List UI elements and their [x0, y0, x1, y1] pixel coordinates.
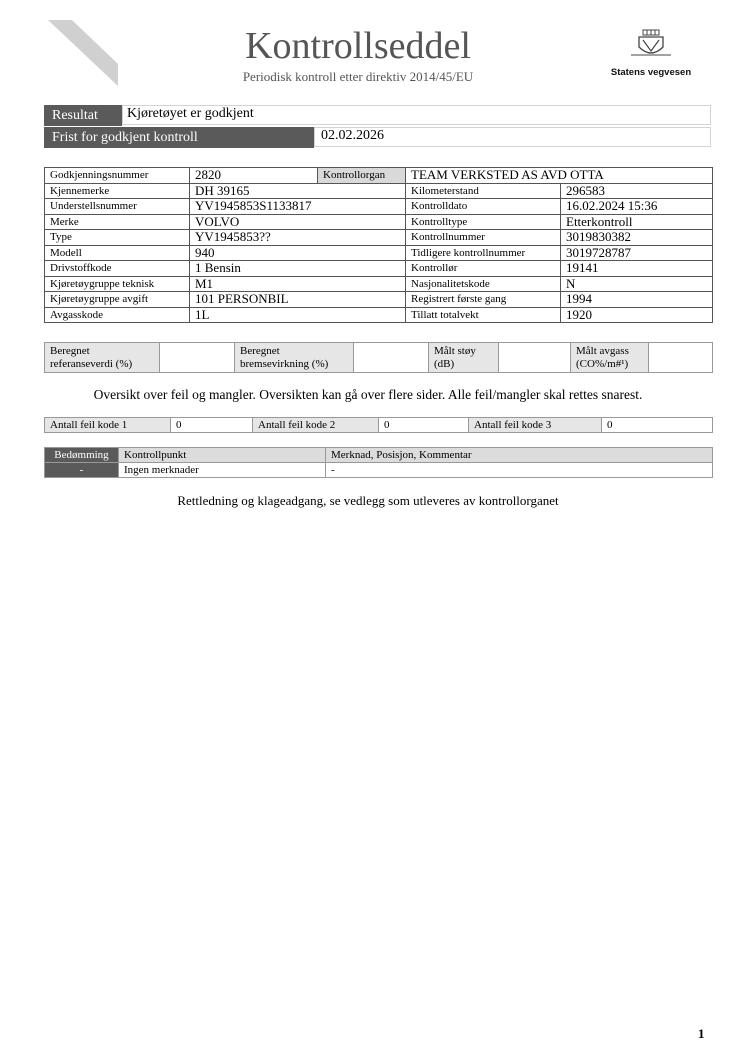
page-subtitle: Periodisk kontroll etter direktiv 2014/45/EU — [242, 69, 474, 84]
field-value: 3019830382 — [561, 230, 713, 246]
page-title: Kontrollseddel — [245, 25, 471, 67]
table-row — [45, 168, 713, 184]
field-label: Tidligere kontrollnummer — [406, 245, 561, 261]
field-label: Kontrolltype — [406, 214, 561, 230]
field-value: 1994 — [561, 292, 713, 308]
guidance-text: Rettledning og klageadgang, se vedlegg som utleveres av kontrollorganet — [177, 493, 559, 508]
column-header: Merknad, Posisjon, Kommentar — [326, 448, 713, 463]
result-value: Kjøretøyet er godkjent — [122, 105, 711, 125]
field-label: Merke — [45, 214, 190, 230]
defect-count-value: 0 — [171, 418, 253, 433]
field-value: 101 PERSONBIL — [190, 292, 406, 308]
table-row — [45, 276, 713, 292]
field-value: 1L — [190, 307, 406, 323]
field-label: Type — [45, 230, 190, 246]
field-value: 296583 — [561, 183, 713, 199]
field-label: Kjøretøygruppe avgift — [45, 292, 190, 308]
table-header-row — [45, 448, 713, 463]
field-value: M1 — [190, 276, 406, 292]
field-label: Understellsnummer — [45, 199, 190, 215]
deadline-label: Frist for godkjent kontroll — [44, 127, 314, 148]
defect-count-label: Antall feil kode 1 — [45, 418, 171, 433]
measurement-value — [354, 343, 429, 373]
deadline-value: 02.02.2026 — [314, 127, 711, 147]
result-section — [44, 105, 711, 149]
table-row — [45, 261, 713, 277]
overview-text: Oversikt over feil og mangler. Oversikten kan gå over flere sider. Alle feil/mangler skal rettes snarest. — [93, 387, 643, 402]
measurement-label: Målt støy (dB) — [429, 343, 499, 373]
field-value: 940 — [190, 245, 406, 261]
table-row — [45, 230, 713, 246]
table-row — [45, 245, 713, 261]
field-value: 19141 — [561, 261, 713, 277]
field-label: Kilometerstand — [406, 183, 561, 199]
field-value: N — [561, 276, 713, 292]
checkpoint-cell: Ingen merknader — [119, 463, 326, 478]
assessment-cell: - — [45, 463, 119, 478]
measurements-table — [44, 342, 713, 373]
defect-count-label: Antall feil kode 2 — [253, 418, 379, 433]
comment-cell: - — [326, 463, 713, 478]
field-label: Nasjonalitetskode — [406, 276, 561, 292]
table-row — [45, 418, 713, 433]
table-row — [45, 343, 713, 373]
field-label: Tillatt totalvekt — [406, 307, 561, 323]
statens-vegvesen-logo — [606, 28, 696, 80]
field-value: 3019728787 — [561, 245, 713, 261]
field-label: Kontrolldato — [406, 199, 561, 215]
vehicle-info-table — [44, 167, 713, 323]
defects-table — [44, 447, 713, 478]
column-header: Bedømming — [45, 448, 119, 463]
defect-count-value: 0 — [379, 418, 469, 433]
defect-count-label: Antall feil kode 3 — [469, 418, 602, 433]
control-body-value: TEAM VERKSTED AS AVD OTTA — [406, 168, 713, 184]
field-value: 16.02.2024 15:36 — [561, 199, 713, 215]
field-value: Etterkontroll — [561, 214, 713, 230]
measurement-value — [499, 343, 571, 373]
field-value: 1920 — [561, 307, 713, 323]
table-row — [45, 292, 713, 308]
defect-count-value: 0 — [602, 418, 713, 433]
field-value: VOLVO — [190, 214, 406, 230]
field-value: DH 39165 — [190, 183, 406, 199]
table-row — [45, 307, 713, 323]
field-value: YV1945853?? — [190, 230, 406, 246]
table-row — [45, 199, 713, 215]
measurement-value — [649, 343, 713, 373]
table-row — [45, 183, 713, 199]
field-label: Kjennemerke — [45, 183, 190, 199]
field-label: Kontrollnummer — [406, 230, 561, 246]
field-label: Registrert første gang — [406, 292, 561, 308]
field-label: Modell — [45, 245, 190, 261]
measurement-label: Målt avgass (CO%/m#¹) — [571, 343, 649, 373]
result-label: Resultat — [44, 105, 122, 126]
shield-emblem-icon — [629, 28, 673, 60]
field-value: YV1945853S1133817 — [190, 199, 406, 215]
approval-number-label: Godkjenningsnummer — [45, 168, 190, 184]
logo-text: Statens vegvesen — [610, 67, 692, 78]
field-label: Drivstoffkode — [45, 261, 190, 277]
field-value: 1 Bensin — [190, 261, 406, 277]
field-label: Kjøretøygruppe teknisk — [45, 276, 190, 292]
field-label: Kontrollør — [406, 261, 561, 277]
measurement-label: Beregnet bremsevirkning (%) — [235, 343, 354, 373]
field-label: Avgasskode — [45, 307, 190, 323]
column-header: Kontrollpunkt — [119, 448, 326, 463]
approval-number-value: 2820 — [190, 168, 318, 184]
measurement-label: Beregnet referanseverdi (%) — [45, 343, 160, 373]
measurement-value — [160, 343, 235, 373]
table-row — [45, 463, 713, 478]
page-number: 1 — [698, 1026, 705, 1041]
defect-counts-table — [44, 417, 713, 433]
table-row — [45, 214, 713, 230]
control-body-label: Kontrollorgan — [318, 168, 406, 184]
